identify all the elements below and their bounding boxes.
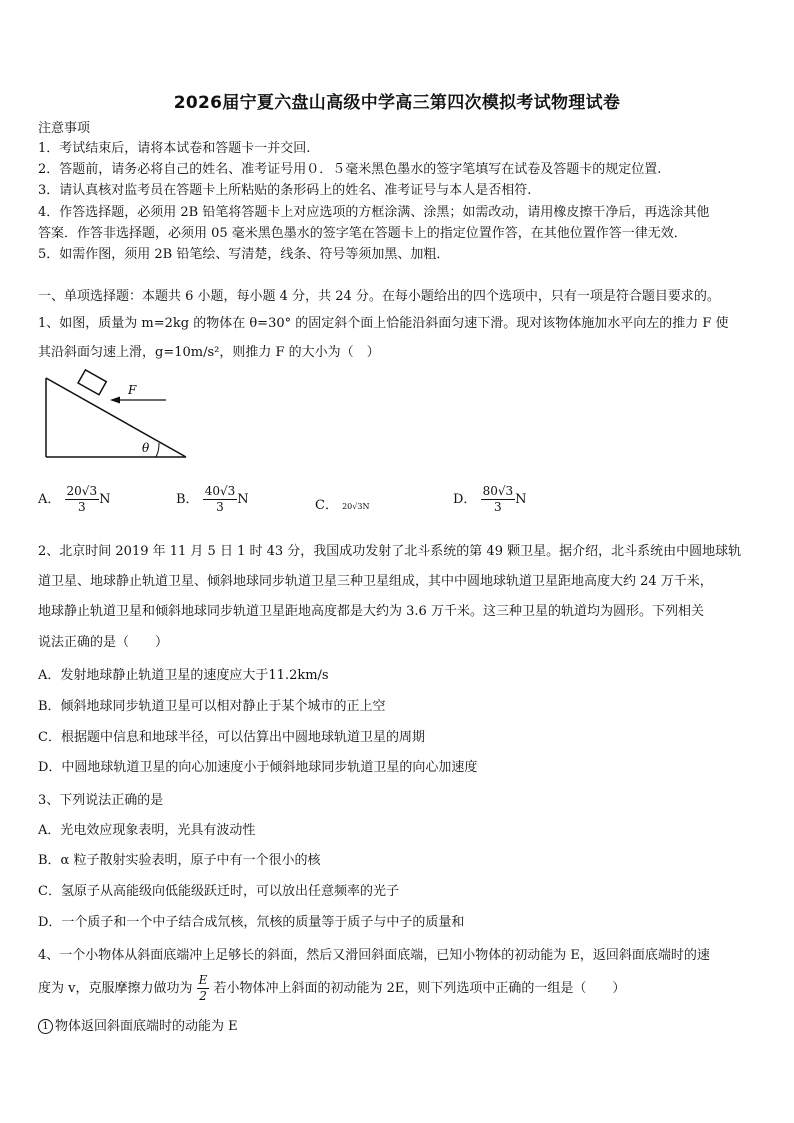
question-2-stem: 2、北京时间 2019 年 11 月 5 日 1 时 43 分，我国成功发射了北斗系统的第 49 颗卫星。据介绍，北斗系统由中圆地球轨 — [38, 544, 742, 559]
question-2-option: B．倾斜地球同步轨道卫星可以相对静止于某个城市的正上空 — [38, 699, 386, 714]
incline-slope — [46, 378, 186, 457]
unit: N — [99, 492, 111, 507]
incline-diagram — [40, 368, 195, 463]
question-4-stem: 4、一个小物体从斜面底端冲上足够长的斜面，然后又滑回斜面底端，已知小物体的初动能为 E，返回斜面底端时的速 — [38, 948, 710, 963]
fraction-numerator: 80√3 — [482, 484, 514, 498]
question-2-option: A．发射地球静止轨道卫星的速度应大于11.2km/s — [38, 668, 329, 683]
question-2-option: D．中圆地球轨道卫星的向心加速度小于倾斜地球同步轨道卫星的向心加速度 — [38, 760, 478, 775]
fraction — [65, 484, 100, 515]
question-2-stem: 道卫星、地球静止轨道卫星、倾斜地球同步轨道卫星三种卫星组成，其中中圆地球轨道卫星距地高度大约 24 万千米， — [38, 574, 713, 589]
fraction — [203, 484, 238, 515]
notes-item: 2．答题前，请务必将自己的姓名、准考证号用０．５毫米黑色墨水的签字笔填写在试卷及答题卡的规定位置. — [38, 162, 662, 177]
option-a — [38, 484, 110, 515]
question-2-option: C．根据题中信息和地球半径，可以估算出中圆地球轨道卫星的周期 — [38, 730, 425, 745]
fraction-numerator: 20√3 — [66, 484, 98, 498]
unit: N — [515, 492, 527, 507]
fraction — [481, 484, 516, 515]
option-d — [453, 484, 527, 515]
fraction-numerator: 40√3 — [204, 484, 236, 498]
fraction-denominator: 3 — [216, 500, 224, 514]
unit: N — [237, 492, 249, 507]
question-2-stem: 说法正确的是（ ） — [38, 635, 169, 650]
question-2-stem: 地球静止轨道卫星和倾斜地球同步轨道卫星距地高度都是大约为 3.6 万千米。这三种卫星的轨道均为圆形。下列相关 — [38, 604, 704, 619]
option-c-value: 20√3N — [342, 502, 370, 511]
option-c — [315, 494, 369, 513]
block — [78, 370, 106, 395]
question-4-text: 若小物体冲上斜面的初动能为 2E，则下列选项中正确的一组是（ ） — [213, 981, 626, 996]
option-letter: C． — [315, 498, 338, 513]
notes-item: 1．考试结束后，请将本试卷和答题卡一并交回. — [38, 141, 311, 156]
force-label: F — [128, 383, 137, 397]
question-3-option: C．氢原子从高能级向低能级跃迁时，可以放出任意频率的光子 — [38, 884, 399, 899]
page-title: 2026届宁夏六盘山高级中学高三第四次模拟考试物理试卷 — [173, 93, 621, 113]
circled-number: 1 — [38, 1019, 53, 1034]
question-3-option: D．一个质子和一个中子结合成氘核，氘核的质量等于质子与中子的质量和 — [38, 915, 465, 930]
angle-label: θ — [142, 441, 150, 455]
fraction-denominator: 2 — [199, 989, 207, 1003]
question-4-item — [38, 1018, 758, 1036]
notes-item: 4．作答选择题，必须用 2B 铅笔将答题卡上对应选项的方框涂满、涂黑；如需改动，请用橡皮擦干净后，再选涂其他 — [38, 205, 710, 220]
question-4-stem-line2 — [38, 972, 758, 1006]
fraction-denominator: 3 — [494, 500, 502, 514]
force-arrow-head — [110, 397, 120, 404]
question-4-item-text: 物体返回斜面底端时的动能为 E — [55, 1019, 238, 1034]
question-4-text: 度为 v，克服摩擦力做功为 — [38, 981, 193, 996]
fraction — [197, 973, 210, 1004]
notes-item: 3．请认真核对监考员在答题卡上所粘贴的条形码上的姓名、准考证号与本人是否相符. — [38, 183, 532, 198]
option-letter: A． — [38, 492, 61, 507]
question-3-option: B．α 粒子散射实验表明，原子中有一个很小的核 — [38, 853, 321, 868]
fraction-denominator: 3 — [77, 500, 86, 514]
notes-heading: 注意事项 — [38, 121, 91, 136]
option-letter: B． — [176, 492, 199, 507]
question-1-stem: 其沿斜面匀速上滑，g=10m/s²，则推力 F 的大小为（ ） — [38, 345, 380, 360]
option-b — [176, 484, 249, 515]
angle-arc — [156, 443, 159, 457]
question-1-stem: 1、如图，质量为 m=2kg 的物体在 θ=30° 的固定斜个面上恰能沿斜面匀速下滑。现对该物体施加水平向左的推力 F 使 — [38, 316, 729, 331]
option-letter: D． — [453, 492, 477, 507]
question-3-option: A．光电效应现象表明，光具有波动性 — [38, 823, 256, 838]
fraction-numerator: E — [198, 973, 208, 987]
notes-item: 5．如需作图，须用 2B 铅笔绘、写清楚，线条、符号等须加黑、加粗． — [38, 247, 450, 262]
question-3-stem: 3、下列说法正确的是 — [38, 793, 164, 808]
section-heading: 一、单项选择题：本题共 6 小题，每小题 4 分，共 24 分。在每小题给出的四个选项中，只有一项是符合题目要求的。 — [38, 289, 720, 304]
notes-item: 答案．作答非选择题，必须用 05 毫米黑色墨水的签字笔在答题卡上的指定位置作答，在其他位置作答一律无效． — [38, 226, 687, 241]
